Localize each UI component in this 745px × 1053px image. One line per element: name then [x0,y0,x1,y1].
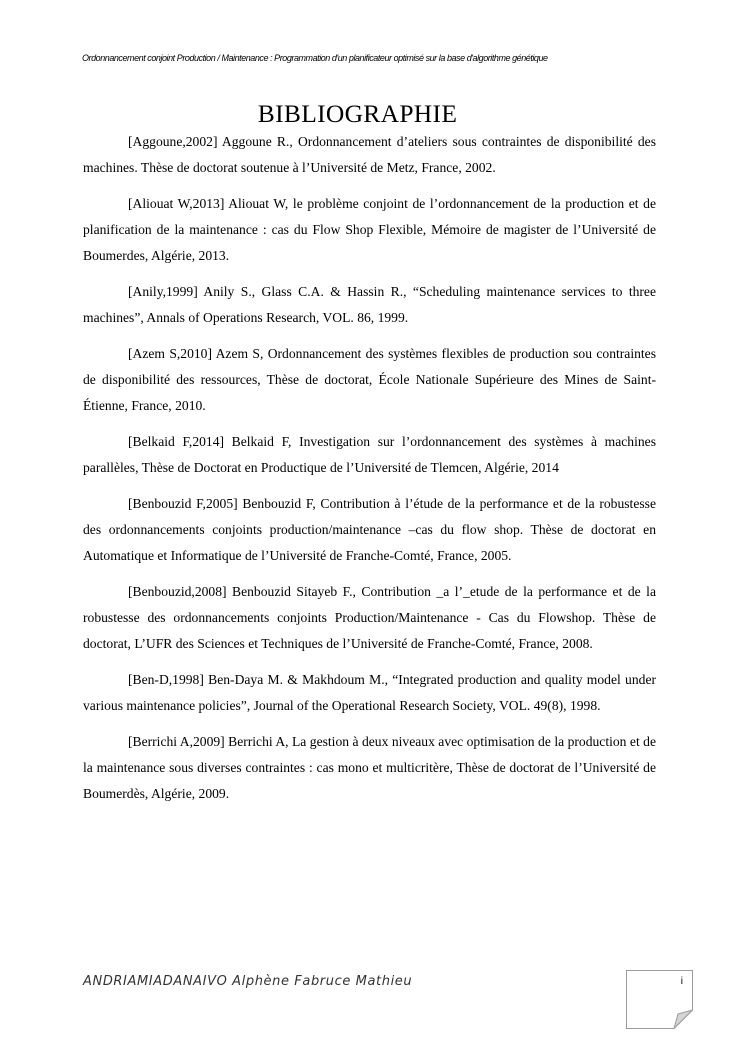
page-number-box [626,970,693,1029]
page-title: BIBLIOGRAPHIE [257,99,458,128]
footer-author: ANDRIAMIADANAIVO Alphène Fabruce Mathieu [83,974,413,989]
bibliography-entry: [Ben-D,1998] Ben-Daya M. & Makhdoum M., “Integrated production and quality model under various maintenance policies”, Journal of the Operational Research Society, VOL. 49(8), 1998. [83,672,656,713]
bibliography-entry: [Azem S,2010] Azem S, Ordonnancement des systèmes flexibles de production sou contraintes de disponibilité des ressources, Thèse de doctorat, École Nationale Supérieure des Mines de Saint-Étienne, France, 2010. [83,346,656,413]
bibliography-entry: [Aliouat W,2013] Aliouat W, le problème conjoint de l’ordonnancement de la production et de planification de la maintenance : cas du Flow Shop Flexible, Mémoire de magister de l’Université de Boumerdes, Algérie, 2013. [83,196,656,263]
bibliography-list [83,129,656,817]
bibliography-entry: [Anily,1999] Anily S., Glass C.A. & Hassin R., “Scheduling maintenance services to three machines”, Annals of Operations Research, VOL. 86, 1999. [83,284,656,325]
running-header: Ordonnancement conjoint Production / Maintenance : Programmation d'un planificateur optimisé sur la base d'algorithme génétique [82,53,548,63]
bibliography-entry: [Berrichi A,2009] Berrichi A, La gestion à deux niveaux avec optimisation de la production et de la maintenance sous diverses contraintes : cas mono et multicritère, Thèse de doctorat de l’Université de Boumerdès, Algérie, 2009. [83,734,656,801]
bibliography-entry: [Benbouzid F,2005] Benbouzid F, Contribution à l’étude de la performance et de la robustesse des ordonnancements conjoints production/maintenance –cas du flow shop. Thèse de doctorat en Automatique et Informatique de l’Université de Franche-Comté, France, 2005. [83,496,656,563]
bibliography-entry: [Belkaid F,2014] Belkaid F, Investigation sur l’ordonnancement des systèmes à machines parallèles, Thèse de Doctorat en Productique de l’Université de Tlemcen, Algérie, 2014 [83,434,656,475]
bibliography-entry: [Benbouzid,2008] Benbouzid Sitayeb F., Contribution _a l’_etude de la performance et de la robustesse des ordonnancements conjoints Production/Maintenance - Cas du Flowshop. Thèse de doctorat, L’UFR des Sciences et Techniques de l’Université de Franche-Comté, France, 2008. [83,584,656,651]
page-number: i [680,976,683,987]
bibliography-entry: [Aggoune,2002] Aggoune R., Ordonnancement d’ateliers sous contraintes de disponibilité des machines. Thèse de doctorat soutenue à l’Université de Metz, France, 2002. [83,134,656,175]
